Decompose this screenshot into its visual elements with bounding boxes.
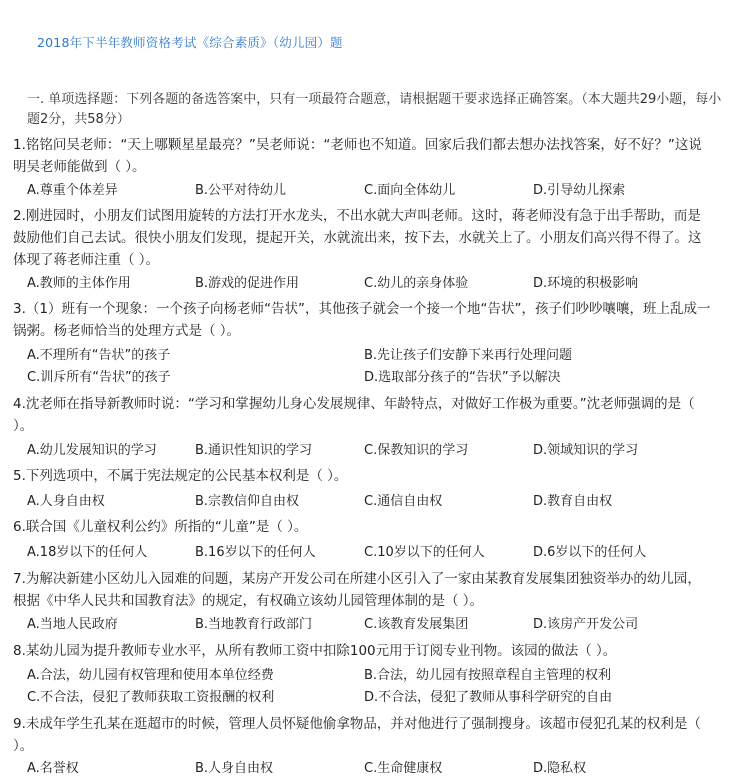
question-4-option-d: D.领域知识的学习 (533, 443, 639, 458)
question-7-option-b: B.当地教育行政部门 (195, 617, 313, 632)
question-1-option-c: C.面向全体幼儿 (364, 183, 456, 198)
question-4-option-b: B.通识性知识的学习 (195, 443, 313, 458)
question-8-option-c: C.不合法，侵犯了教师获取工资报酬的权利 (27, 690, 275, 705)
question-5-option-a: A.人身自由权 (27, 494, 105, 509)
question-7-option-d: D.该房产开发公司 (533, 617, 639, 632)
question-1-option-b: B.公平对待幼儿 (195, 183, 287, 198)
question-8-option-b: B.合法，幼儿园有按照章程自主管理的权利 (364, 668, 612, 683)
question-7-option-a: A.当地人民政府 (27, 617, 118, 632)
question-9-option-b: B.人身自由权 (195, 761, 274, 776)
question-2-stem: 2.刚进园时，小朋友们试图用旋转的方法打开水龙头，不出水就大声叫老师。这时，蒋老师没有急于出手帮助，而是鼓励他们自己去试。很快小朋友们发现，提起开关，水就流出来，按下去，水就关上了。小朋友们高兴得不得了。这体现了蒋老师注重（ ）。 (13, 208, 702, 268)
question-6-stem: 6.联合国《儿童权利公约》所指的“儿童”是（ ）。 (13, 519, 308, 535)
question-3-option-c: C.训斥所有“告状”的孩子 (27, 370, 171, 385)
question-4-option-c: C.保教知识的学习 (364, 443, 469, 458)
question-9-option-c: C.生命健康权 (364, 761, 443, 776)
question-2-option-c: C.幼儿的亲身体验 (364, 276, 469, 291)
question-9-stem: 9.未成年学生孔某在逛超市的时候，管理人员怀疑他偷拿物品，并对他进行了强制搜身。该超市侵犯孔某的权利是（ ）。 (13, 716, 701, 754)
question-2-option-d: D.环境的积极影响 (533, 276, 639, 291)
question-1-option-d: D.引导幼儿探索 (533, 183, 626, 198)
question-8-option-a: A.合法，幼儿园有权管理和使用本单位经费 (27, 668, 274, 683)
question-6-option-d: D.6岁以下的任何人 (533, 545, 647, 560)
question-1-stem: 1.铭铭问吴老师：“天上哪颗星星最亮？”吴老师说：“老师也不知道。回家后我们都去想办法找答案，好不好？”这说明吴老师能做到（ ）。 (13, 137, 702, 175)
section-heading: 一. 单项选择题：下列各题的备选答案中，只有一项最符合题意，请根据题干要求选择正确答案。（本大题共29小题，每小题2分，共58分） (27, 92, 722, 127)
question-8-option-d: D.不合法，侵犯了教师从事科学研究的自由 (364, 690, 613, 705)
question-5-option-d: D.教育自由权 (533, 494, 613, 509)
question-5-option-c: C.通信自由权 (364, 494, 443, 509)
question-3-option-b: B.先让孩子们安静下来再行处理问题 (364, 348, 573, 363)
question-4-option-a: A.幼儿发展知识的学习 (27, 443, 157, 458)
question-9-option-a: A.名誉权 (27, 761, 79, 776)
question-7-stem: 7.为解决新建小区幼儿入园难的问题，某房产开发公司在所建小区引入了一家由某教育发展集团独资举办的幼儿园，根据《中华人民共和国教育法》的规定，有权确立该幼儿园管理体制的是（ ）。 (13, 571, 701, 609)
question-6-option-c: C.10岁以下的任何人 (364, 545, 485, 560)
question-5-stem: 5.下列选项中，不属于宪法规定的公民基本权利是（ ）。 (13, 468, 348, 484)
question-8-stem: 8.某幼儿园为提升教师专业水平，从所有教师工资中扣除100元用于订阅专业刊物。该园的做法（ ）。 (13, 643, 617, 659)
page-title: 2018年下半年教师资格考试《综合素质》（幼儿园）题 (37, 35, 343, 50)
question-5-option-b: B.宗教信仰自由权 (195, 494, 300, 509)
question-6-option-b: B.16岁以下的任何人 (195, 545, 316, 560)
question-7-option-c: C.该教育发展集团 (364, 617, 469, 632)
question-3-stem: 3.（1）班有一个现象：一个孩子向杨老师“告状”，其他孩子就会一个接一个地“告状”，孩子们吵吵嚷嚷，班上乱成一锅粥。杨老师恰当的处理方式是（ ）。 (13, 301, 711, 339)
question-6-option-a: A.18岁以下的任何人 (27, 545, 148, 560)
question-1-option-a: A.尊重个体差异 (27, 183, 118, 198)
question-3-option-a: A.不理所有“告状”的孩子 (27, 348, 171, 363)
question-2-option-a: A.教师的主体作用 (27, 276, 131, 291)
question-4-stem: 4.沈老师在指导新教师时说：“学习和掌握幼儿身心发展规律、年龄特点，对做好工作极为重要。”沈老师强调的是（ ）。 (13, 396, 695, 434)
question-9-option-d: D.隐私权 (533, 761, 587, 776)
question-2-option-b: B.游戏的促进作用 (195, 276, 300, 291)
question-3-option-d: D.选取部分孩子的“告状”予以解决 (364, 370, 561, 385)
